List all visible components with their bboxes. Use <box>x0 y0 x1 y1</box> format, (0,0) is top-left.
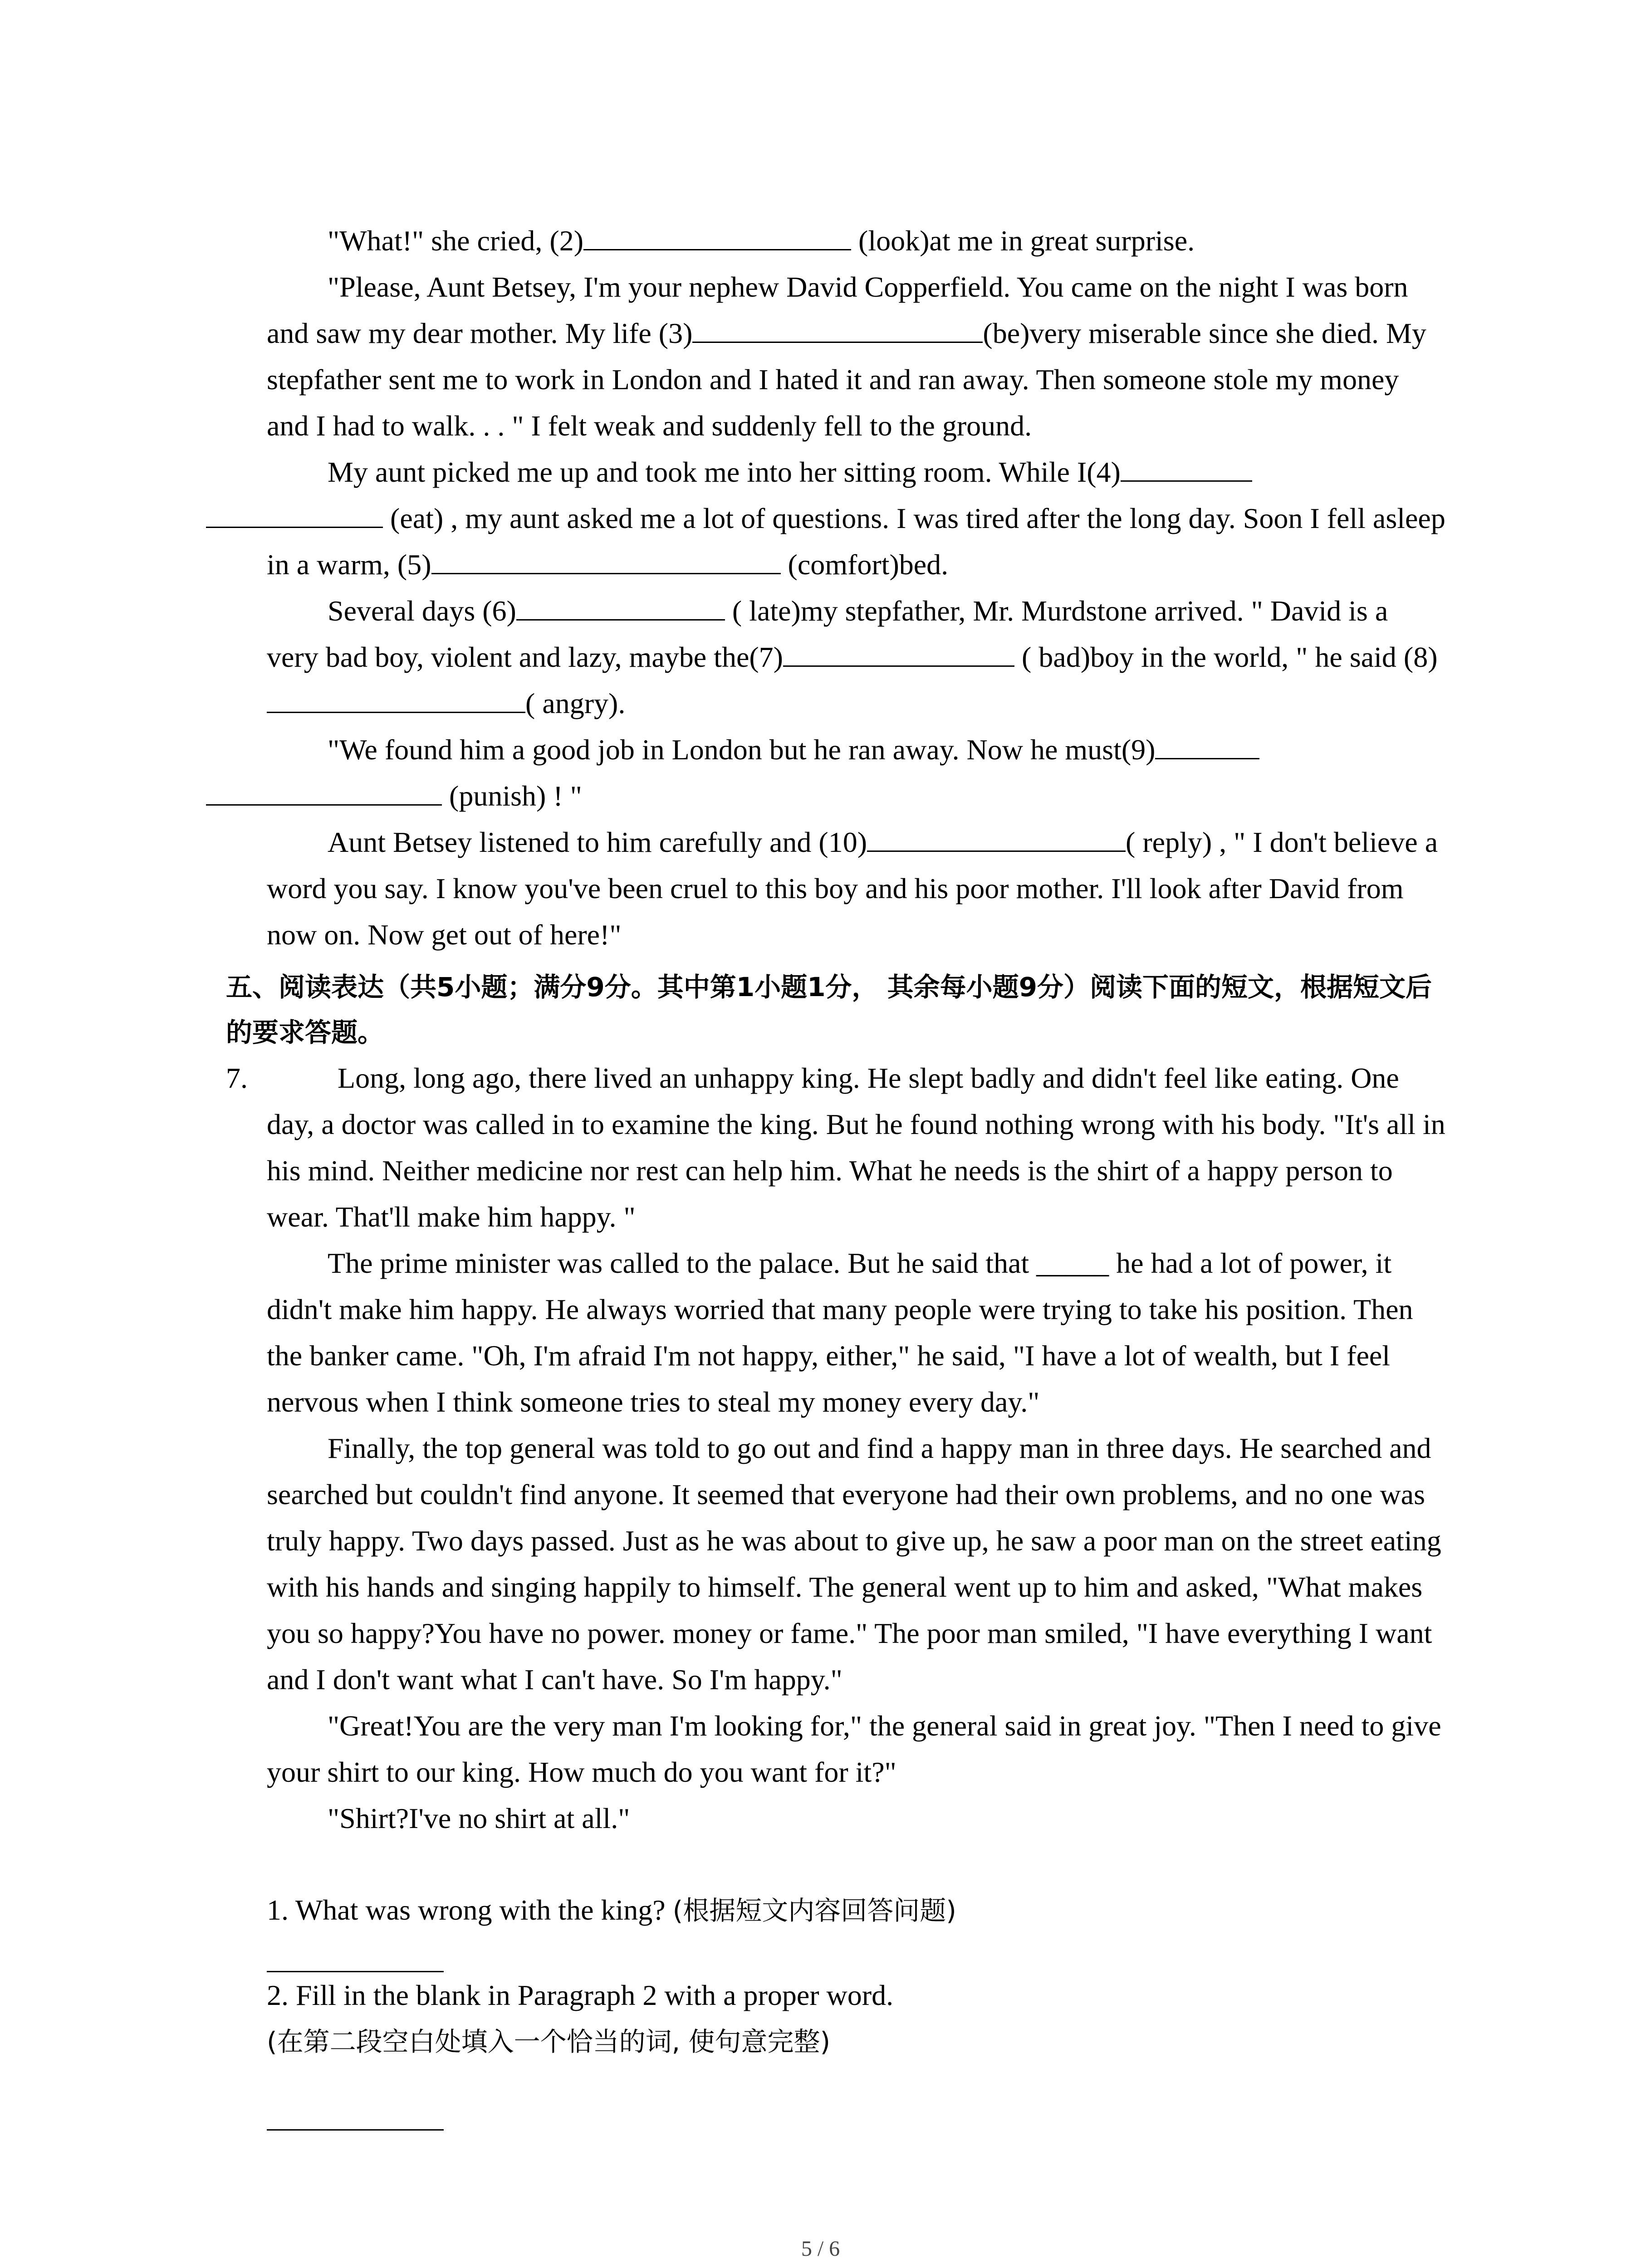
passage-text: "We found him a good job in London but he ran away. Now he must(9) <box>328 733 1156 766</box>
question-text: 1. What was wrong with the king? <box>267 1894 673 1926</box>
passage-paragraph <box>267 449 1446 588</box>
passage-text: (look)at me in great surprise. <box>851 225 1195 257</box>
answer-line-2[interactable] <box>267 2106 444 2131</box>
question-number: 7. <box>226 1062 248 1094</box>
question-2: 2. Fill in the blank in Paragraph 2 with a proper word. <box>267 1979 894 2011</box>
answer-line-1[interactable] <box>267 1947 444 1972</box>
reading-paragraph: "Shirt?I've no shirt at all." <box>328 1802 630 1834</box>
answer-blank-7[interactable] <box>783 639 1014 667</box>
answer-blank-6[interactable] <box>516 593 725 621</box>
passage-text: (eat) , my aunt asked me a lot of questions. I was tired after the long day. Soon I fell asleep in a warm, (5) <box>267 502 1445 581</box>
passage-text: ( reply) , " I don't believe a word you say. I know you've been cruel to this boy and his poor mother. I'll look after David from now on. Now get out of here!" <box>267 826 1438 951</box>
passage-text: (be)very miserable since she died. My stepfather sent me to work in London and I hated it and ran away. Then someone stole my money and I had to walk. . . " I felt weak and suddenly fell to the ground. <box>267 317 1426 442</box>
reading-paragraph: "Great!You are the very man I'm looking for," the general said in great joy. "Then I need to give your shirt to our king. How much do you want for it?" <box>267 1710 1441 1788</box>
passage-paragraph <box>267 727 1446 819</box>
question-1 <box>267 1887 1446 1934</box>
reading-paragraph: Finally, the top general was told to go out and find a happy man in three days. He searched and searched but couldn't find anyone. It seemed that everyone had their own problems, and no one was truly happy. Two days passed. Just as he was about to give up, he saw a poor man on the street eating with his hands and singing happily to himself. The general went up to him and asked, "What makes you so happy?You have no power. money or fame." The poor man smiled, "I have everything I want and I don't want what I can't have. So I'm happy." <box>267 1432 1441 1696</box>
reading-text: The prime minister was called to the palace. But he said that <box>328 1247 1037 1279</box>
page-content <box>226 218 1446 2131</box>
passage-text: Several days (6) <box>328 595 516 627</box>
passage-paragraph <box>267 819 1446 958</box>
passage-text: My aunt picked me up and took me into her sitting room. While I(4) <box>328 456 1121 488</box>
passage-paragraph <box>267 588 1446 727</box>
answer-blank-8[interactable] <box>267 685 525 713</box>
page-number: 5 / 6 <box>801 2237 840 2261</box>
question-instruction: (根据短文内容回答问题) <box>672 1895 956 1926</box>
passage-text: ( late)my stepfather, Mr. Murdstone arrived. " David is a very bad boy, violent and lazy, maybe the(7) <box>267 595 1388 673</box>
reading-text: he had a lot of power, it didn't make him happy. He always worried that many people were trying to take his position. Then the banker came. "Oh, I'm afraid I'm not happy, either," he said, "I have a lot of wealth, but I feel nervous when I think someone tries to steal my money every day." <box>267 1247 1413 1418</box>
passage-text: (punish) ! " <box>442 780 582 812</box>
answer-blank-9b[interactable] <box>206 778 442 806</box>
reading-paragraph: Long, long ago, there lived an unhappy king. He slept badly and didn't feel like eating. One day, a doctor was called in to examine the king. But he found nothing wrong with his body. "It's all in his mind. Neither medicine nor rest can help him. What he needs is the shirt of a happy person to wear. That'll make him happy. " <box>267 1062 1445 1233</box>
passage-text: (comfort)bed. <box>780 548 949 581</box>
answer-blank-4b[interactable] <box>206 500 383 528</box>
question-instruction: (在第二段空白处填入一个恰当的词, 使句意完整) <box>267 2026 831 2057</box>
passage-text: ( bad)boy in the world, " he said (8) <box>1014 641 1438 673</box>
passage-paragraph <box>267 218 1446 264</box>
reading-blank: _____ <box>1036 1247 1109 1279</box>
answer-blank-10[interactable] <box>867 824 1126 852</box>
section-heading: 五、阅读表达（共5小题；满分9分。其中第1小题1分， 其余每小题9分）阅读下面的短文，根据短文后的要求答题。 <box>226 972 1432 1048</box>
answer-blank-2[interactable] <box>583 223 851 250</box>
passage-text: "What!" she cried, (2) <box>328 225 583 257</box>
passage-paragraph <box>267 264 1446 449</box>
answer-blank-9a[interactable] <box>1155 732 1259 759</box>
answer-blank-5[interactable] <box>431 547 781 574</box>
passage-text: Aunt Betsey listened to him carefully and (10) <box>328 826 867 858</box>
passage-text: ( angry). <box>525 687 626 719</box>
reading-paragraph <box>267 1240 1446 1425</box>
answer-blank-4a[interactable] <box>1121 454 1252 482</box>
answer-blank-3[interactable] <box>692 315 983 343</box>
reading-question <box>226 1055 1446 1842</box>
spacer <box>267 1842 1446 1887</box>
passage-text: "Please, Aunt Betsey, I'm your nephew David Copperfield. You came on the night I was born and saw my dear mother. My life (3) <box>267 271 1408 349</box>
